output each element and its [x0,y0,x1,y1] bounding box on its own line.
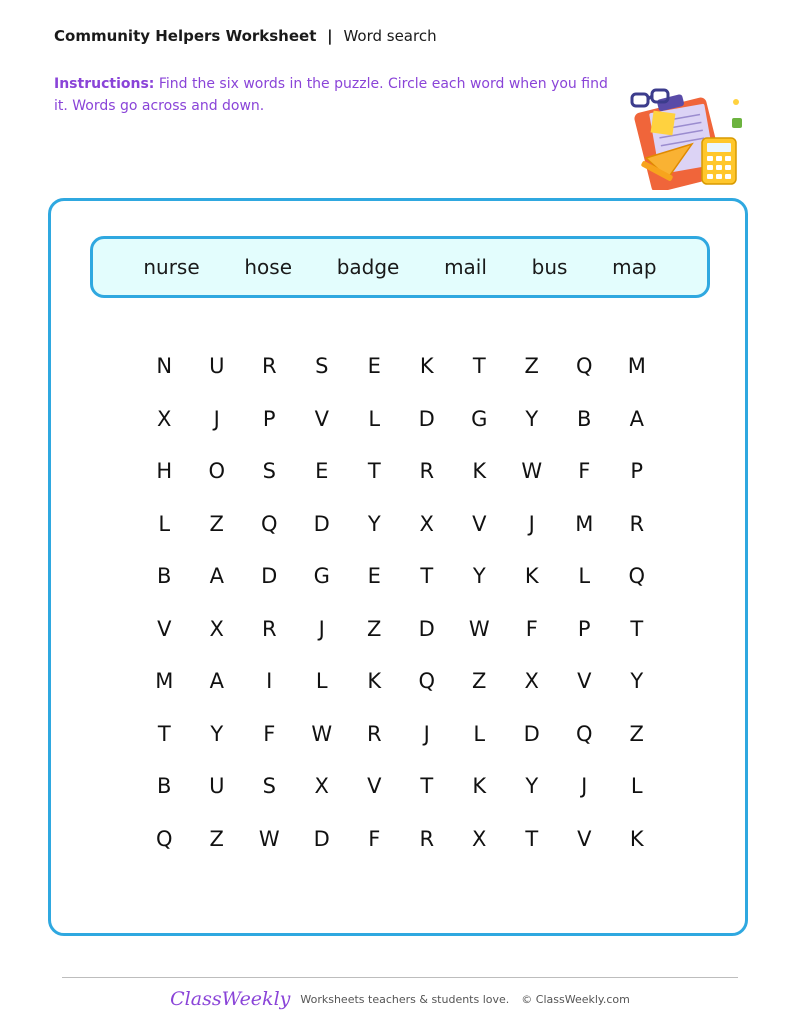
grid-letter[interactable]: K [524,564,539,589]
grid-letter[interactable]: Q [575,721,593,746]
grid-letter[interactable]: W [521,459,543,484]
grid-letter[interactable]: X [157,406,172,431]
grid-letter[interactable]: Z [472,669,487,694]
grid-letter[interactable]: L [368,406,381,431]
grid-letter[interactable]: T [157,721,171,746]
grid-letter[interactable]: M [155,669,174,694]
grid-letter[interactable]: F [525,616,538,641]
grid-letter[interactable]: V [314,406,329,431]
grid-letter[interactable]: D [418,406,435,431]
grid-letter[interactable]: N [156,354,173,379]
grid-letter[interactable]: S [262,774,276,799]
grid-letter[interactable]: Q [260,511,278,536]
grid-letter[interactable]: Q [418,669,436,694]
grid-letter[interactable]: Z [209,511,224,536]
grid-letter[interactable]: X [209,616,224,641]
grid-letter[interactable]: D [313,826,330,851]
grid-letter[interactable]: X [314,774,329,799]
grid-letter[interactable]: U [209,774,225,799]
worksheet-subtitle: Word search [343,27,437,45]
grid-letter[interactable]: K [472,774,487,799]
grid-letter[interactable]: R [261,616,277,641]
grid-letter[interactable]: Z [524,354,539,379]
grid-letter[interactable]: Q [575,354,593,379]
grid-letter[interactable]: K [472,459,487,484]
word-bank-item: nurse [143,255,200,279]
grid-letter[interactable]: I [266,669,273,694]
grid-letter[interactable]: T [630,616,644,641]
grid-letter[interactable]: V [472,511,487,536]
grid-letter[interactable]: V [577,826,592,851]
grid-letter[interactable]: R [419,459,435,484]
grid-letter[interactable]: P [262,406,276,431]
grid-letter[interactable]: D [418,616,435,641]
grid-letter[interactable]: W [311,721,333,746]
worksheet-header [54,26,437,46]
grid-letter[interactable]: S [262,459,276,484]
grid-letter[interactable]: D [313,511,330,536]
word-bank-item: hose [244,255,292,279]
grid-letter[interactable]: K [419,354,434,379]
grid-letter[interactable]: R [366,721,382,746]
grid-letter[interactable]: J [318,616,325,641]
grid-letter[interactable]: X [524,669,539,694]
word-bank-item: bus [531,255,568,279]
grid-letter[interactable]: F [368,826,381,851]
grid-letter[interactable]: D [523,721,540,746]
grid-letter[interactable]: B [157,774,172,799]
grid-letter[interactable]: A [209,669,224,694]
grid-letter[interactable]: Q [155,826,173,851]
header-separator: | [327,27,333,45]
word-bank [90,236,710,298]
grid-letter[interactable]: P [630,459,644,484]
instructions-text: Find the six words in the puzzle. Circle each word when you find it. Words go across and down. [54,76,608,114]
grid-letter[interactable]: M [627,354,646,379]
grid-letter[interactable]: P [577,616,591,641]
grid-letter[interactable]: Q [628,564,646,589]
grid-letter[interactable]: G [471,406,488,431]
grid-letter[interactable]: V [367,774,382,799]
grid-letter[interactable]: R [261,354,277,379]
word-bank-item: map [612,255,657,279]
brand-logo: ClassWeekly [170,988,291,1010]
grid-letter[interactable]: D [261,564,278,589]
grid-letter[interactable]: J [528,511,535,536]
word-bank-item: mail [444,255,487,279]
grid-letter[interactable]: H [156,459,173,484]
footer [0,988,800,1010]
grid-letter[interactable]: X [472,826,487,851]
grid-letter[interactable]: J [423,721,430,746]
grid-letter[interactable]: B [157,564,172,589]
grid-letter[interactable]: Y [367,511,381,536]
grid-letter[interactable]: Y [525,774,539,799]
grid-letter[interactable]: A [629,406,644,431]
grid-letter[interactable]: W [468,616,490,641]
grid-letter[interactable]: V [577,669,592,694]
grid-letter[interactable]: T [420,774,434,799]
grid-letter[interactable]: L [630,774,643,799]
letter-grid [138,340,663,865]
instructions-label: Instructions: [54,76,155,92]
grid-letter[interactable]: Z [367,616,382,641]
grid-letter[interactable]: L [473,721,486,746]
grid-letter[interactable]: T [367,459,381,484]
grid-letter[interactable]: B [577,406,592,431]
grid-letter[interactable]: V [157,616,172,641]
grid-letter[interactable]: F [263,721,276,746]
grid-letter[interactable]: E [367,564,381,589]
grid-letter[interactable]: E [315,459,329,484]
grid-letter[interactable]: Y [472,564,486,589]
grid-letter[interactable]: T [525,826,539,851]
instructions [54,73,614,117]
grid-letter[interactable]: W [258,826,280,851]
grid-letter[interactable]: T [420,564,434,589]
word-bank-item: badge [336,255,400,279]
grid-letter[interactable]: K [629,826,644,851]
grid-letter[interactable]: L [315,669,328,694]
grid-letter[interactable]: J [581,774,588,799]
grid-letter[interactable]: K [367,669,382,694]
grid-letter[interactable]: Y [630,669,644,694]
grid-letter[interactable]: A [209,564,224,589]
grid-letter[interactable]: Y [525,406,539,431]
grid-letter[interactable]: O [208,459,226,484]
grid-letter[interactable]: G [313,564,330,589]
grid-letter[interactable]: R [629,511,645,536]
grid-letter[interactable]: Z [629,721,644,746]
grid-letter[interactable]: X [419,511,434,536]
footer-copyright: © ClassWeekly.com [521,992,630,1006]
grid-letter[interactable]: L [578,564,591,589]
footer-tagline: Worksheets teachers & students love. [300,992,510,1006]
grid-letter[interactable]: L [158,511,171,536]
grid-letter[interactable]: J [213,406,220,431]
grid-letter[interactable]: E [367,354,381,379]
grid-letter[interactable]: Y [210,721,224,746]
grid-letter[interactable]: T [472,354,486,379]
grid-letter[interactable]: M [575,511,594,536]
grid-letter[interactable]: F [578,459,591,484]
school-supplies-clipart-icon [628,86,752,190]
grid-letter[interactable]: S [315,354,329,379]
footer-divider [62,977,738,978]
grid-letter[interactable]: U [209,354,225,379]
grid-letter[interactable]: R [419,826,435,851]
grid-letter[interactable]: Z [209,826,224,851]
worksheet-title: Community Helpers Worksheet [54,27,317,45]
